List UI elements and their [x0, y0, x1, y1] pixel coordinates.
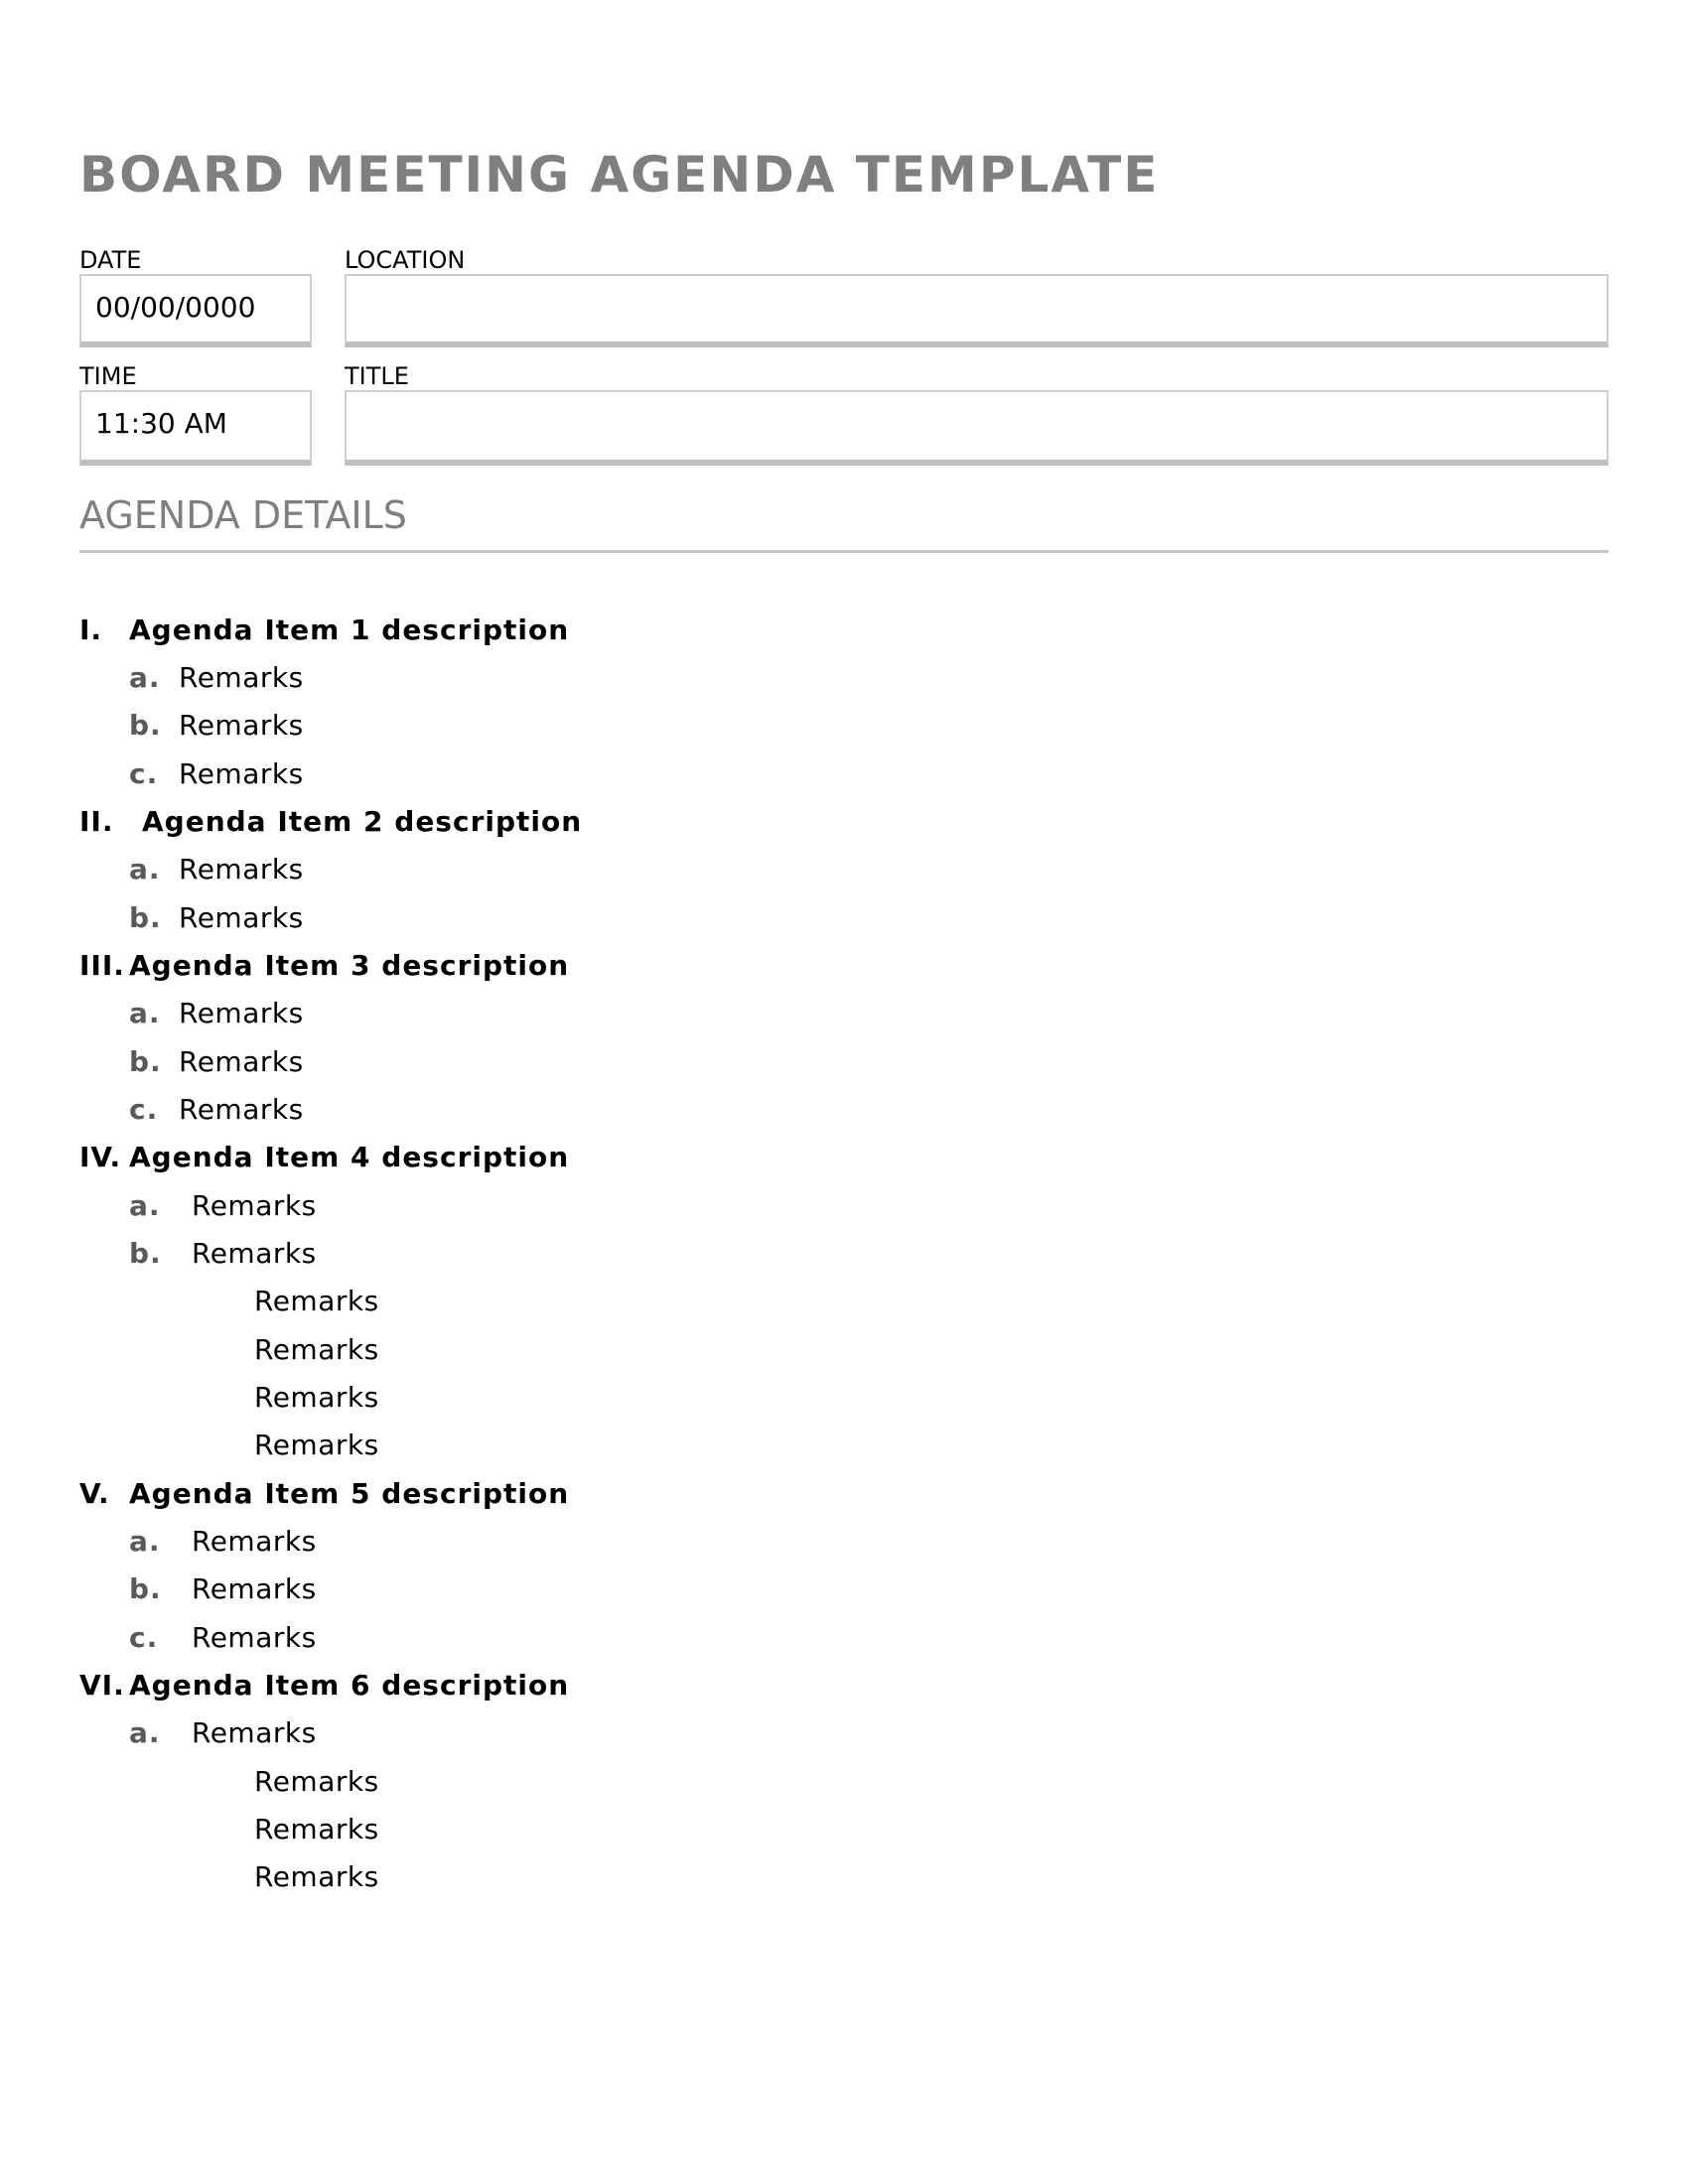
list-marker: a. [129, 997, 161, 1029]
list-marker: c. [129, 1093, 159, 1126]
list-marker: b. [129, 709, 162, 742]
list-marker: VI. [79, 1669, 125, 1702]
title-label: TITLE [345, 362, 409, 390]
remark-text: Remarks [254, 1333, 379, 1366]
section-divider [79, 550, 1609, 553]
date-label: DATE [79, 246, 142, 274]
list-marker: b. [129, 1237, 162, 1270]
list-marker: IV. [79, 1141, 122, 1173]
remark-text: Remarks [179, 853, 304, 886]
list-marker: c. [129, 757, 159, 790]
agenda-item-text: Agenda Item 2 description [142, 805, 583, 838]
remark-text: Remarks [192, 1572, 317, 1605]
document-title: BOARD MEETING AGENDA TEMPLATE [79, 146, 1160, 204]
list-marker: V. [79, 1477, 110, 1510]
remark-text: Remarks [254, 1429, 379, 1461]
remark-text: Remarks [192, 1189, 317, 1222]
remark-text: Remarks [254, 1285, 379, 1317]
list-marker: a. [129, 1716, 161, 1749]
remark-text: Remarks [179, 709, 304, 742]
location-label: LOCATION [345, 246, 466, 274]
remark-text: Remarks [192, 1525, 317, 1558]
remark-text: Remarks [254, 1765, 379, 1798]
list-marker: a. [129, 853, 161, 886]
remark-text: Remarks [179, 1045, 304, 1078]
remark-text: Remarks [179, 901, 304, 934]
location-field[interactable] [345, 274, 1609, 347]
agenda-item-text: Agenda Item 1 description [129, 614, 570, 646]
remark-text: Remarks [192, 1237, 317, 1270]
list-marker: I. [79, 614, 103, 646]
list-marker: b. [129, 1045, 162, 1078]
list-marker: a. [129, 1189, 161, 1222]
agenda-item-text: Agenda Item 4 description [129, 1141, 570, 1173]
title-field[interactable] [345, 390, 1609, 466]
list-marker: b. [129, 1572, 162, 1605]
agenda-item-text: Agenda Item 6 description [129, 1669, 570, 1702]
list-marker: c. [129, 1621, 159, 1654]
time-field[interactable]: 11:30 AM [79, 390, 312, 466]
list-marker: a. [129, 1525, 161, 1558]
agenda-item-text: Agenda Item 5 description [129, 1477, 570, 1510]
agenda-item-text: Agenda Item 3 description [129, 949, 570, 982]
remark-text: Remarks [179, 661, 304, 694]
remark-text: Remarks [254, 1813, 379, 1845]
remark-text: Remarks [179, 997, 304, 1029]
remark-text: Remarks [254, 1381, 379, 1414]
remark-text: Remarks [254, 1860, 379, 1893]
remark-text: Remarks [192, 1621, 317, 1654]
remark-text: Remarks [179, 757, 304, 790]
list-marker: II. [79, 805, 114, 838]
date-field[interactable]: 00/00/0000 [79, 274, 312, 347]
remark-text: Remarks [179, 1093, 304, 1126]
list-marker: a. [129, 661, 161, 694]
time-label: TIME [79, 362, 137, 390]
agenda-details-heading: AGENDA DETAILS [79, 493, 407, 537]
remark-text: Remarks [192, 1716, 317, 1749]
list-marker: III. [79, 949, 125, 982]
list-marker: b. [129, 901, 162, 934]
